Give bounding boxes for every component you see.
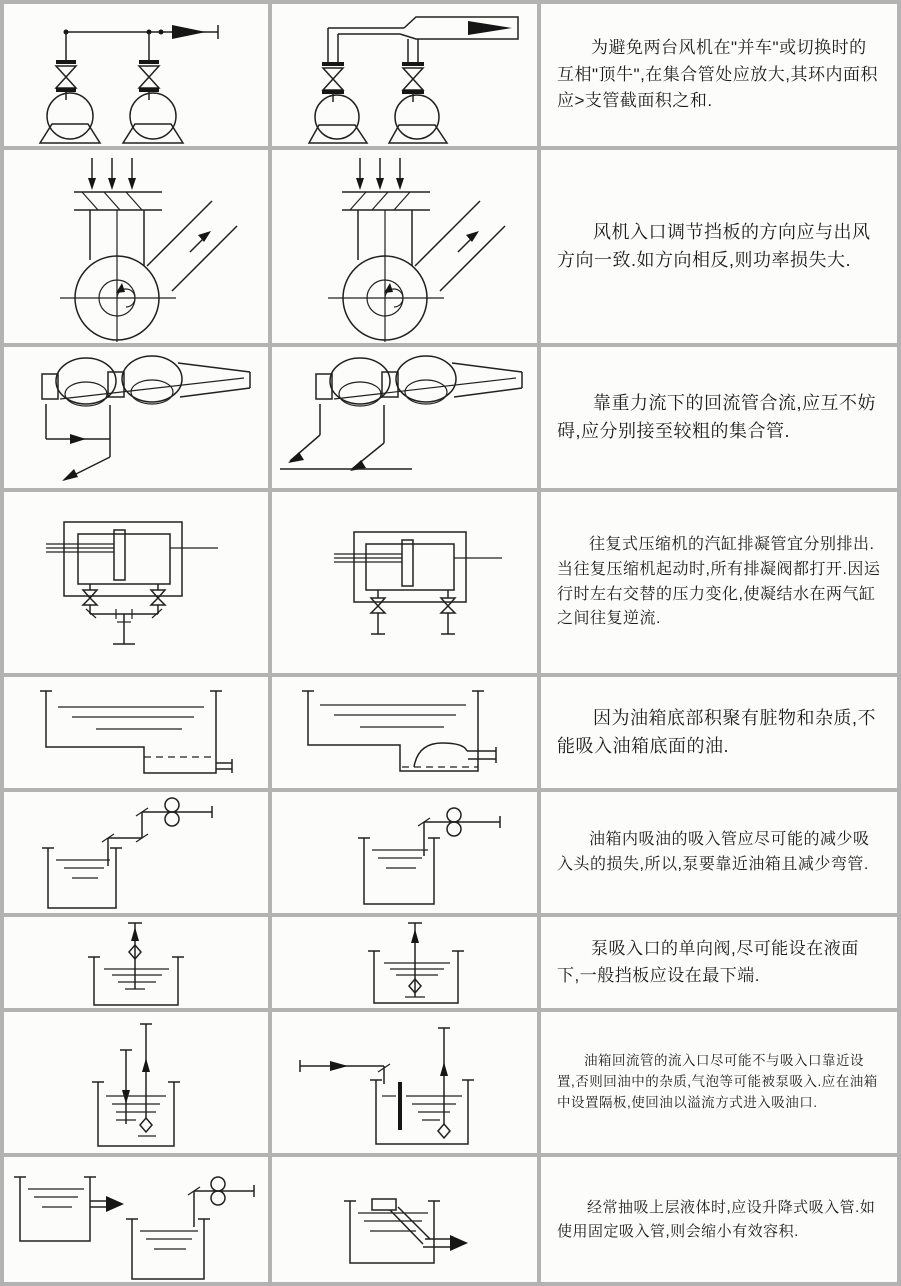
suction-at-tank-bottom-drawing bbox=[4, 677, 268, 788]
caption-row4 bbox=[541, 492, 897, 673]
return-near-suction-drawing bbox=[4, 1012, 268, 1153]
compressor-drains-combined-drawing bbox=[4, 492, 268, 673]
diagram-right-row5 bbox=[272, 677, 537, 788]
caption-row6 bbox=[541, 792, 897, 913]
diagram-wrong-row1 bbox=[4, 4, 268, 146]
caption-row8 bbox=[541, 1012, 897, 1153]
diagram-right-row1 bbox=[272, 4, 537, 146]
diagram-right-row7 bbox=[272, 917, 537, 1008]
caption-text: 经常抽吸上层液体时,应设升降式吸入管.如使用固定吸入管,则会缩小有效容积. bbox=[557, 1199, 876, 1240]
diagram-right-row6 bbox=[272, 792, 537, 913]
caption-text: 风机入口调节挡板的方向应与出风方向一致.如方向相反,则功率损失大. bbox=[557, 221, 871, 270]
caption-text: 泵吸入口的单向阀,尽可能设在液面下,一般挡板应设在最下端. bbox=[557, 939, 859, 985]
suction-raised-dome-drawing bbox=[272, 677, 537, 788]
caption-row9 bbox=[541, 1157, 897, 1282]
baffle-overflow-return-drawing bbox=[272, 1012, 537, 1153]
diagram-wrong-row6 bbox=[4, 792, 268, 913]
gravity-return-separate-drawing bbox=[272, 347, 537, 488]
damper-blades-match-outlet-drawing bbox=[272, 150, 537, 343]
caption-text: 往复式压缩机的汽缸排凝管宜分别排出.当往复压缩机起动时,所有排凝阀都打开.因运行时左右交替的压力变化,使凝结水在两气缸之间往复逆流. bbox=[557, 535, 881, 628]
compressor-drains-separate-drawing bbox=[272, 492, 537, 673]
diagram-right-row9 bbox=[272, 1157, 537, 1282]
diagram-right-row8 bbox=[272, 1012, 537, 1153]
diagram-right-row2 bbox=[272, 150, 537, 343]
diagram-right-row3 bbox=[272, 347, 537, 488]
damper-blades-opposite-outlet-drawing bbox=[4, 150, 268, 343]
diagram-wrong-row5 bbox=[4, 677, 268, 788]
diagram-wrong-row8 bbox=[4, 1012, 268, 1153]
diagram-right-row4 bbox=[272, 492, 537, 673]
caption-row2 bbox=[541, 150, 897, 343]
caption-text: 靠重力流下的回流管合流,应互不妨碍,应分别接至较粗的集合管. bbox=[557, 392, 876, 441]
check-valve-above-liquid-drawing bbox=[4, 917, 268, 1008]
diagram-wrong-row7 bbox=[4, 917, 268, 1008]
caption-row7 bbox=[541, 917, 897, 1008]
gravity-return-merged-drawing bbox=[4, 347, 268, 488]
caption-text: 油箱内吸油的吸入管应尽可能的减少吸入头的损失,所以,泵要靠近油箱且减少弯管. bbox=[557, 830, 870, 873]
caption-text: 油箱回流管的流入口尽可能不与吸入口靠近设置,否则回油中的杂质,气泡等可能被泵吸入.应在油箱中设置隔板,使回油以溢流方式进入吸油口. bbox=[557, 1053, 878, 1110]
pump-far-many-bends-drawing bbox=[4, 792, 268, 913]
diagram-wrong-row3 bbox=[4, 347, 268, 488]
lifting-suction-pipe-drawing bbox=[272, 1157, 537, 1282]
diagram-wrong-row9 bbox=[4, 1157, 268, 1282]
diagram-wrong-row2 bbox=[4, 150, 268, 343]
diagram-wrong-row4 bbox=[4, 492, 268, 673]
caption-row1 bbox=[541, 4, 897, 146]
two-fans-enlarged-header-drawing bbox=[272, 4, 537, 146]
check-valve-below-liquid-drawing bbox=[272, 917, 537, 1008]
caption-text: 因为油箱底部积聚有脏物和杂质,不能吸入油箱底面的油. bbox=[557, 707, 876, 756]
pump-near-tank-drawing bbox=[272, 792, 537, 913]
caption-text: 为避免两台风机在"并车"或切换时的互相"顶牛",在集合管处应放大,其环内面积应>支管截面积之和. bbox=[557, 38, 879, 111]
two-fans-common-small-header-drawing bbox=[4, 4, 268, 146]
caption-row3 bbox=[541, 347, 897, 488]
caption-row5 bbox=[541, 677, 897, 788]
fixed-suction-pipe-drawing bbox=[4, 1157, 268, 1282]
